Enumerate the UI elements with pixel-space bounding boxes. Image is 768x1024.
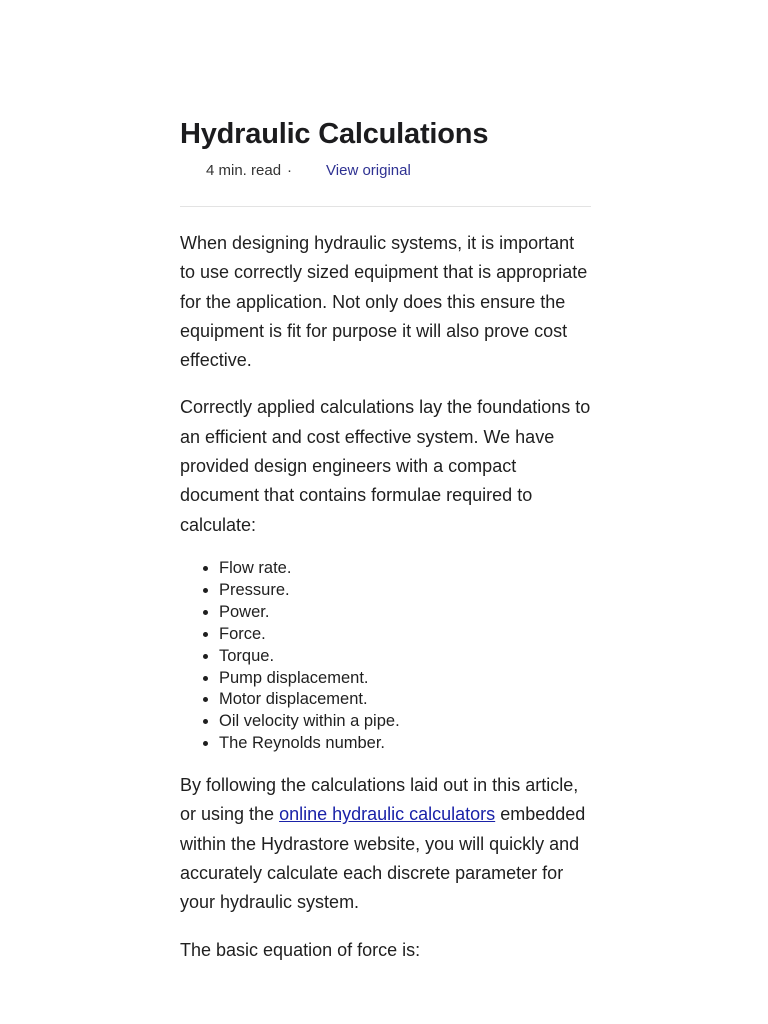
list-item: • Flow rate.: [219, 558, 591, 580]
list-item: • The Reynolds number.: [219, 733, 591, 755]
list-item: • Oil velocity within a pipe.: [219, 711, 591, 733]
list-item: • Pressure.: [219, 580, 591, 602]
list-item: • Torque.: [219, 646, 591, 668]
article-meta: [206, 162, 411, 179]
paragraph: When designing hydraulic systems, it is important to use correctly sized equipment that is appropriate for the application. Not only does this ensure the equipment is fit for purpose it will also prove cost effective.: [180, 233, 588, 371]
paragraph: Correctly applied calculations lay the foundations to an efficient and cost effective system. We have provided design engineers with a compact document that contains formulae required to calculate:: [180, 397, 591, 535]
divider: [180, 206, 591, 207]
list-item: • Power.: [219, 602, 591, 624]
text: By following the calculations laid out in this article, or using the: [180, 775, 579, 825]
list-item: • Pump displacement.: [219, 668, 591, 690]
paragraph: [180, 771, 591, 917]
page-title: Hydraulic Calculations: [180, 118, 489, 150]
online-calculators-link[interactable]: online hydraulic calculators: [279, 804, 496, 825]
read-time: 4 min. read: [206, 162, 282, 179]
separator: ·: [287, 162, 293, 179]
text: embedded within the Hydrastore website, you will quickly and accurately calculate each discrete parameter for your hydraulic system.: [180, 804, 586, 913]
view-original-link[interactable]: View original: [326, 162, 411, 179]
list-item: • Force.: [219, 624, 591, 646]
article-body: [180, 229, 591, 983]
calculation-list: [180, 558, 591, 755]
paragraph: The basic equation of force is:: [180, 939, 421, 960]
list-item: • Motor displacement.: [219, 689, 591, 711]
